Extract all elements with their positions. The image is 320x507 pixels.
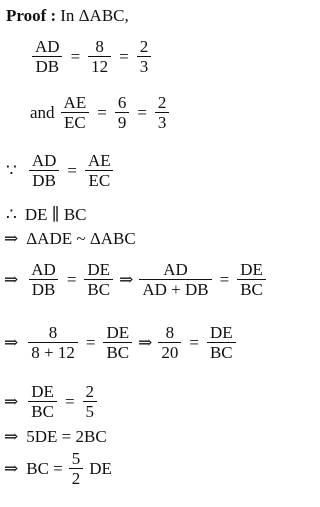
- fraction-de-bc: [84, 261, 113, 298]
- denominator: BC: [28, 401, 57, 420]
- numerator: 8: [165, 323, 175, 342]
- denominator: 5: [83, 401, 98, 420]
- denominator: 8 + 12: [28, 342, 78, 361]
- fraction-ad-db: [28, 261, 59, 298]
- denominator: DB: [29, 279, 59, 298]
- proof-intro-text: In ΔABC,: [60, 6, 129, 25]
- implies-arrow: ⇒: [138, 332, 153, 352]
- equals-sign: =: [119, 46, 129, 66]
- equals-sign: =: [70, 46, 81, 66]
- numerator: AD: [35, 37, 60, 56]
- fraction-de-bc: [103, 324, 132, 361]
- fraction-8-8-plus-12: [28, 324, 78, 361]
- implies-arrow: ⇒: [4, 269, 19, 289]
- because-symbol: ∵: [6, 160, 17, 180]
- similar-statement: ΔADE ~ ΔABC: [26, 229, 136, 248]
- and-label: and: [30, 102, 55, 122]
- denominator: BC: [207, 342, 236, 361]
- cross-multiply-statement: 5DE = 2BC: [26, 427, 107, 446]
- implies-arrow: ⇒: [4, 332, 19, 352]
- denominator: BC: [103, 342, 132, 361]
- implies-arrow: ⇒: [4, 458, 19, 478]
- final-result-line: [4, 450, 112, 487]
- ratio-ae-ec-line: [30, 94, 171, 131]
- equals-sign: =: [219, 269, 230, 289]
- numerator: 6: [117, 93, 127, 112]
- denominator: EC: [85, 170, 113, 189]
- fraction-2-3: [155, 94, 170, 131]
- therefore-symbol: ∴: [6, 205, 17, 224]
- numerator: AD: [31, 260, 56, 279]
- numerator: AD: [31, 151, 57, 170]
- cross-multiply-line: [4, 427, 107, 447]
- fraction-ad-db: [32, 38, 63, 75]
- fraction-8-20: [158, 324, 181, 361]
- numerator: DE: [209, 323, 233, 342]
- fraction-8-12: [88, 38, 111, 75]
- numerator: DE: [106, 323, 130, 342]
- numerator: 2: [139, 37, 149, 56]
- fraction-6-9: [115, 94, 130, 131]
- numerator: AE: [63, 93, 87, 112]
- numerator: 2: [85, 382, 95, 401]
- equals-sign: =: [189, 332, 199, 352]
- equals-sign: =: [66, 269, 77, 289]
- fraction-ae-ec: [61, 94, 90, 131]
- numerator: 8: [48, 323, 58, 342]
- proportion-line: [4, 261, 268, 298]
- proof-heading: [6, 6, 129, 26]
- denominator: DB: [32, 56, 62, 75]
- numerator: 5: [71, 449, 81, 468]
- proof-label: Proof :: [6, 6, 57, 25]
- numerator: DE: [87, 260, 111, 279]
- de-suffix: DE: [89, 458, 112, 478]
- substitution-line: [4, 324, 238, 361]
- equals-sign: =: [64, 391, 75, 411]
- therefore-line: [6, 205, 87, 225]
- implies-arrow: ⇒: [4, 229, 19, 248]
- denominator: 3: [155, 112, 170, 131]
- numerator: DE: [240, 260, 263, 279]
- numerator: AE: [87, 151, 111, 170]
- denominator: 12: [88, 56, 111, 75]
- denominator: BC: [84, 279, 113, 298]
- implies-arrow: ⇒: [119, 269, 134, 289]
- denominator: 2: [69, 468, 84, 487]
- numerator: 2: [157, 93, 167, 112]
- parallel-statement: DE ∥ BC: [24, 205, 87, 224]
- fraction-de-bc: [207, 324, 236, 361]
- denominator: EC: [61, 112, 89, 131]
- equals-sign: =: [137, 102, 147, 122]
- denominator: AD + DB: [139, 279, 211, 298]
- implies-arrow: ⇒: [4, 391, 19, 411]
- similar-line: [4, 229, 136, 249]
- equals-sign: =: [97, 102, 107, 122]
- denominator: 9: [115, 112, 130, 131]
- fraction-2-5: [83, 383, 98, 420]
- fraction-2-3: [137, 38, 152, 75]
- fraction-de-bc: [28, 383, 57, 420]
- fraction-ae-ec: [85, 152, 114, 189]
- because-line: [6, 152, 116, 189]
- ratio-result-line: [4, 383, 99, 420]
- implies-arrow: ⇒: [4, 427, 19, 446]
- fraction-5-2: [69, 450, 84, 487]
- fraction-de-bc: [237, 261, 266, 298]
- ratio-ad-db-line: [30, 38, 153, 75]
- equals-sign: =: [67, 160, 77, 180]
- equals-sign: =: [85, 332, 96, 352]
- bc-equals-label: BC =: [26, 458, 63, 478]
- numerator: DE: [31, 382, 54, 401]
- denominator: 3: [137, 56, 152, 75]
- fraction-ad-db: [29, 152, 60, 189]
- denominator: 20: [158, 342, 181, 361]
- numerator: 8: [95, 37, 104, 56]
- numerator: AD: [163, 260, 188, 279]
- fraction-ad-ad-plus-db: [139, 261, 211, 298]
- denominator: BC: [237, 279, 266, 298]
- denominator: DB: [29, 170, 59, 189]
